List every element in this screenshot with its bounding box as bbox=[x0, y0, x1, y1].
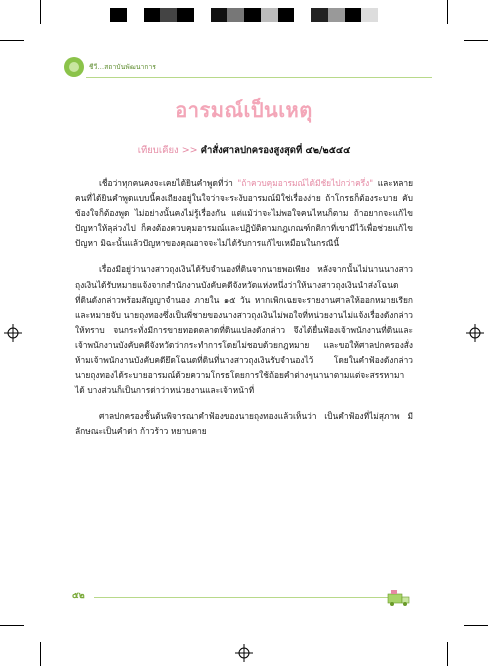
registration-crosshair-icon bbox=[466, 324, 484, 342]
crop-mark bbox=[464, 40, 488, 41]
paragraph-2: เรื่องมีอยู่ว่านางสาวถุงเงินได้รับจำนองที่ดินจากนายพอเพียง หลังจากนั้นไม่นานนางสาวถุงเงินได้รับหมายแจ้งจากสำนักงานบังคับคดีจังหวัดแห่งหนึ่งว่าให้นางสาวถุงเงินนำส่งโฉนดที่ดินดังกล่าวพร้อมสัญญาจำนอง ภายใน ๑๕ วัน หากเพิกเฉยจะรายงานศาลให้ออกหมายเรียกและหมายจับ นายถุงทองซึ่งเป็นพี่ชายของนางสาวถุงเงินไม่พอใจที่หน่วยงานไม่แจ้งเรื่องดังกล่าวให้ทราบ จนกระทั่งมีการขายทอดตลาดที่ดินแปลงดังกล่าว จึงได้ยื่นฟ้องเจ้าพนักงานที่ดินและเจ้าพนักงานบังคับคดีจังหวัดว่ากระทำการโดยไม่ชอบด้วยกฎหมาย และขอให้ศาลปกครองสั่งห้ามเจ้าพนักงานบังคับคดียึดโฉนดที่ดินที่นางสาวถุงเงินรับจำนองไว้ โดยในคำฟ้องดังกล่าว นายถุงทองได้ระบายอารมณ์ด้วยความโกรธโดยการใช้ถ้อยคำต่างๆนานาตามแต่จะสรรหามาได้ บางส่วนก็เป็นการด่าว่าหน่วยงานและเจ้าหน้าที่ bbox=[75, 264, 413, 396]
header-logo-icon bbox=[64, 57, 84, 77]
paragraph-3: ศาลปกครองชั้นต้นพิจารณาคำฟ้องของนายถุงทองแล้วเห็นว่า เป็นคำฟ้องที่ไม่สุภาพ มีลักษณะเป็นคำด่า ก้าวร้าว หยาบคาย bbox=[75, 411, 413, 437]
court-order-number: คำสั่งศาลปกครองสูงสุดที่ ๔๒/๒๕๔๔ bbox=[200, 145, 351, 156]
crop-mark bbox=[464, 625, 488, 626]
crop-mark bbox=[40, 642, 41, 666]
footer-divider bbox=[94, 597, 394, 598]
compare-label: เทียบเคียง bbox=[137, 145, 179, 156]
registration-crosshair-icon bbox=[235, 644, 253, 662]
crop-mark bbox=[447, 0, 448, 24]
paragraph-1-intro: เชื่อว่าทุกคนคงจะเคยได้ยินคำพูดที่ว่า bbox=[99, 178, 238, 188]
crop-mark bbox=[0, 625, 24, 626]
page-header bbox=[64, 58, 434, 76]
article-body bbox=[75, 176, 413, 451]
compare-arrow: >> bbox=[181, 145, 198, 156]
registration-crosshair-icon bbox=[4, 324, 22, 342]
crop-mark bbox=[40, 0, 41, 24]
crop-mark bbox=[0, 40, 24, 41]
registration-color-bar bbox=[110, 8, 378, 22]
crop-mark bbox=[447, 642, 448, 666]
highlighted-quote: "ถ้าควบคุมอารมณ์ได้มีชัยไปกว่าครึ่ง" bbox=[237, 178, 374, 188]
case-reference bbox=[0, 143, 488, 158]
header-divider bbox=[86, 77, 432, 78]
page-title: อารมณ์เป็นเหตุ bbox=[175, 98, 313, 122]
footer-decoration-icon bbox=[386, 588, 412, 606]
paragraph-1 bbox=[75, 176, 413, 251]
page-number: ๕๒ bbox=[72, 591, 85, 601]
paragraph-1-rest: และหลายคนที่ได้ยินคำพูดแบบนี้คงเถียงอยู่ในใจว่าจะระงับอารมณ์มิใช่เรื่องง่าย ถ้าโกรธก็ต้องระบาย คับข้องใจก็ต้องพูด ไม่อย่างนั้นคงไม่รู้เรื่องกัน แต่แม้ว่าจะไม่พอใจคนไหนก็ตาม ถ้าอยากจะแก้ไขปัญหาให้ลุล่วงไป ก็คงต้องควบคุมอารมณ์และปฏิบัติตามกฎเกณฑ์กติกาที่เขามีไว้เพื่อช่วยแก้ไขปัญหา มิฉะนั้นแล้วปัญหาของคุณอาจจะไม่ได้รับการแก้ไขเหมือนในกรณีนี้ bbox=[75, 178, 413, 249]
running-title: ชีวี...สถาบันพัฒนาการ bbox=[89, 63, 157, 71]
